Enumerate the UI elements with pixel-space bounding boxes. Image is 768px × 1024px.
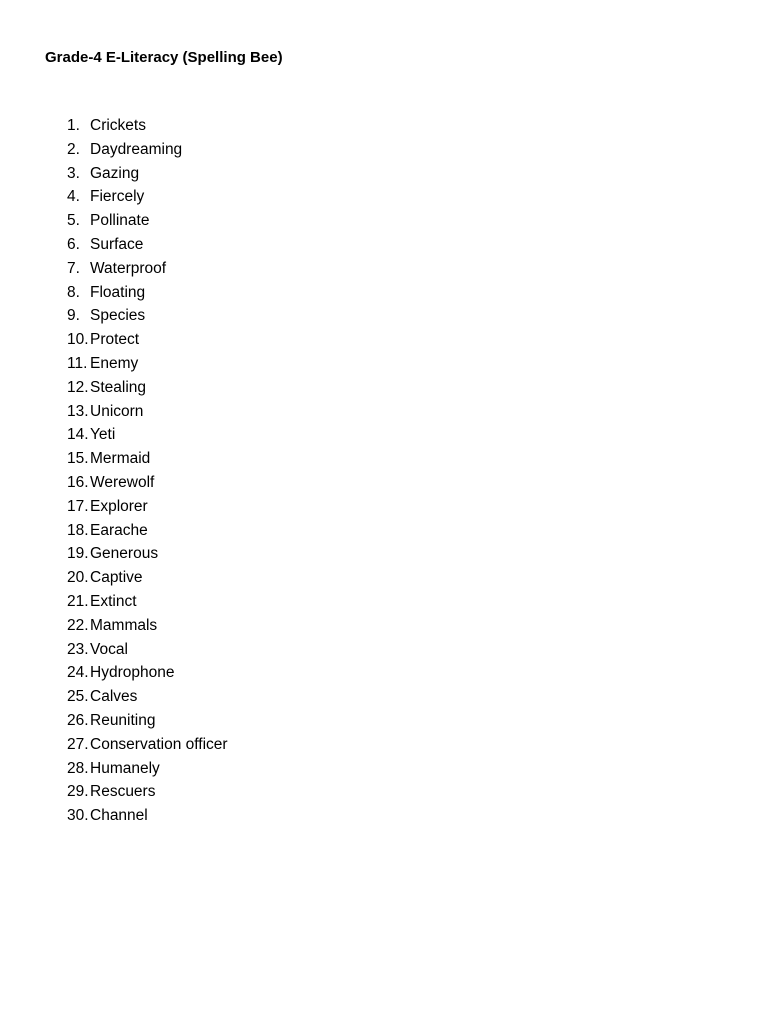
list-number: 4. bbox=[67, 188, 80, 206]
list-item bbox=[67, 616, 228, 640]
list-item bbox=[67, 187, 228, 211]
list-item bbox=[67, 402, 228, 426]
list-number: 1. bbox=[67, 117, 80, 134]
list-item bbox=[67, 473, 228, 497]
list-number: 3. bbox=[67, 164, 80, 182]
spelling-word-list bbox=[67, 116, 228, 830]
spelling-word: Captive bbox=[90, 569, 143, 587]
list-number: 9. bbox=[67, 307, 80, 325]
spelling-word: Extinct bbox=[90, 592, 137, 610]
spelling-word: Conservation officer bbox=[90, 735, 228, 753]
spelling-word: Mermaid bbox=[90, 450, 151, 468]
list-number: 24. bbox=[67, 664, 89, 682]
list-number: 14. bbox=[67, 426, 89, 444]
list-number: 28. bbox=[67, 759, 89, 777]
list-number: 12. bbox=[67, 378, 89, 396]
spelling-word: Gazing bbox=[90, 164, 140, 182]
spelling-word: Humanely bbox=[90, 759, 160, 777]
list-item bbox=[67, 521, 228, 545]
list-item bbox=[67, 687, 228, 711]
list-item bbox=[67, 425, 228, 449]
spelling-word: Generous bbox=[90, 545, 159, 563]
list-number: 30. bbox=[67, 807, 89, 825]
spelling-word: Enemy bbox=[90, 354, 139, 372]
spelling-word: Calves bbox=[90, 688, 138, 706]
list-number: 21. bbox=[67, 592, 89, 610]
list-number: 6. bbox=[67, 235, 80, 253]
spelling-word: Protect bbox=[90, 331, 140, 349]
list-number: 18. bbox=[67, 521, 89, 539]
spelling-word: Fiercely bbox=[90, 188, 145, 206]
list-item bbox=[67, 235, 228, 259]
list-item bbox=[67, 378, 228, 402]
list-number: 2. bbox=[67, 140, 80, 158]
list-item bbox=[67, 164, 228, 188]
list-number: 20. bbox=[67, 569, 89, 587]
spelling-word: Surface bbox=[90, 235, 144, 253]
spelling-word: Waterproof bbox=[90, 259, 167, 277]
list-item bbox=[67, 497, 228, 521]
list-number: 19. bbox=[67, 545, 89, 563]
list-number: 25. bbox=[67, 688, 89, 706]
spelling-word: Vocal bbox=[90, 640, 128, 658]
list-item bbox=[67, 640, 228, 664]
list-item bbox=[67, 592, 228, 616]
list-item bbox=[67, 116, 228, 140]
spelling-word: Explorer bbox=[90, 497, 148, 515]
list-number: 17. bbox=[67, 497, 89, 515]
list-item bbox=[67, 449, 228, 473]
spelling-word: Werewolf bbox=[90, 473, 155, 491]
list-number: 26. bbox=[67, 711, 89, 729]
list-number: 5. bbox=[67, 212, 80, 230]
spelling-word: Unicorn bbox=[90, 402, 144, 420]
list-number: 16. bbox=[67, 473, 89, 491]
list-number: 8. bbox=[67, 283, 80, 301]
spelling-word: Rescuers bbox=[90, 783, 156, 801]
list-item bbox=[67, 211, 228, 235]
list-number: 11. bbox=[67, 354, 88, 372]
list-item bbox=[67, 140, 228, 164]
spelling-word: Species bbox=[90, 307, 146, 325]
spelling-word: Mammals bbox=[90, 616, 158, 634]
spelling-word: Floating bbox=[90, 283, 146, 301]
list-number: 29. bbox=[67, 783, 89, 801]
spelling-word: Pollinate bbox=[90, 212, 150, 230]
list-item bbox=[67, 663, 228, 687]
spelling-word: Crickets bbox=[90, 117, 146, 134]
list-item bbox=[67, 330, 228, 354]
list-item bbox=[67, 711, 228, 735]
list-number: 15. bbox=[67, 450, 89, 468]
list-item bbox=[67, 259, 228, 283]
document-title: Grade-4 E-Literacy (Spelling Bee) bbox=[45, 49, 283, 66]
list-item bbox=[67, 306, 228, 330]
spelling-word: Channel bbox=[90, 807, 148, 825]
spelling-word: Earache bbox=[90, 521, 148, 539]
list-number: 13. bbox=[67, 402, 89, 420]
spelling-word: Reuniting bbox=[90, 711, 156, 729]
spelling-word: Yeti bbox=[90, 426, 116, 444]
list-number: 10. bbox=[67, 331, 89, 349]
spelling-word: Stealing bbox=[90, 378, 147, 396]
list-item bbox=[67, 283, 228, 307]
list-number: 7. bbox=[67, 259, 80, 277]
list-item bbox=[67, 568, 228, 592]
list-number: 23. bbox=[67, 640, 89, 658]
list-item bbox=[67, 759, 228, 783]
spelling-word: Hydrophone bbox=[90, 664, 175, 682]
list-item bbox=[67, 782, 228, 806]
list-item bbox=[67, 354, 228, 378]
list-item bbox=[67, 544, 228, 568]
spelling-word: Daydreaming bbox=[90, 140, 183, 158]
list-number: 22. bbox=[67, 616, 89, 634]
list-item bbox=[67, 735, 228, 759]
list-number: 27. bbox=[67, 735, 89, 753]
list-item bbox=[67, 806, 228, 830]
